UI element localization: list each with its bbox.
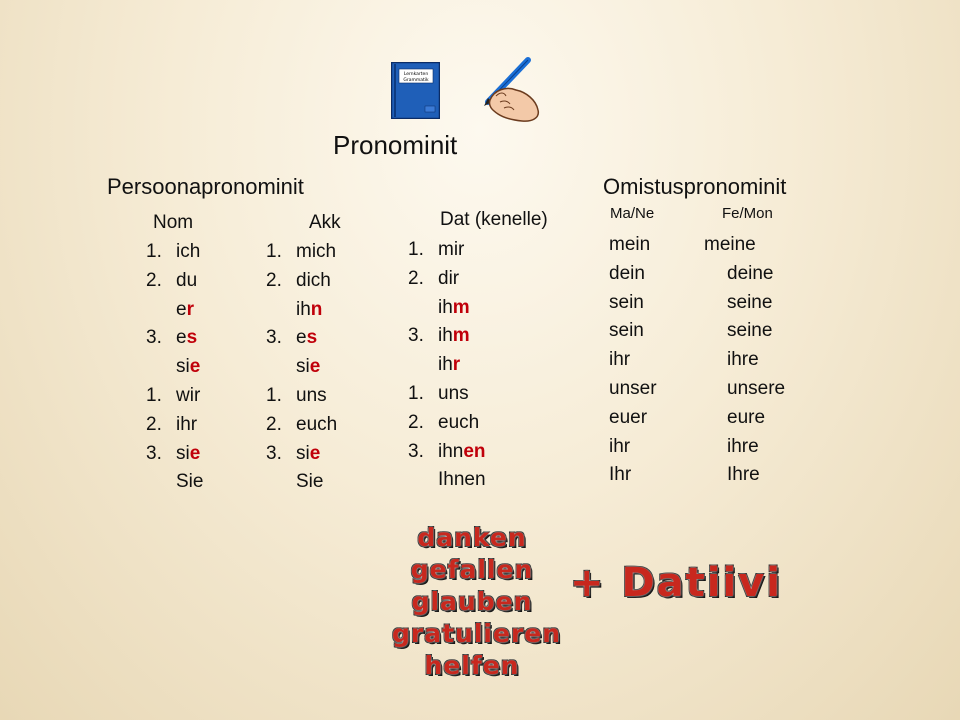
row-number: 2.: [408, 267, 424, 289]
pronoun-row: [146, 353, 203, 382]
pronoun-ending: r: [186, 298, 194, 320]
page-title: Pronominit: [333, 130, 458, 160]
pronoun-row: [408, 294, 486, 323]
possessive-masc-neut: ihr: [609, 349, 631, 371]
possessive-fem-plural: unsere: [727, 377, 786, 399]
possessive-masc-neut: unser: [609, 377, 657, 399]
pronoun-stem: Ihnen: [438, 469, 486, 491]
verb-item: gratulieren: [392, 619, 562, 648]
pronoun-row: [266, 382, 337, 411]
possessive-masc-neut: ihr: [609, 435, 631, 457]
row-number: 1.: [408, 239, 424, 260]
row-number: 1.: [266, 384, 282, 406]
pronoun-row: [408, 438, 486, 467]
akk-header: Akk: [309, 212, 341, 233]
verb-item: gefallen: [410, 555, 534, 584]
possessive-row: [609, 433, 785, 462]
pronoun-stem: uns: [438, 382, 469, 404]
persoonapronominit-heading: Persoonapronominit: [107, 174, 304, 199]
pronoun-stem: si: [296, 356, 310, 378]
possessive-row: [609, 289, 785, 318]
pronoun-stem: si: [176, 442, 190, 464]
pronoun-ending: e: [189, 356, 201, 378]
pronoun-stem: mich: [296, 241, 337, 262]
possessive-masc-neut: dein: [609, 262, 645, 284]
dat-header: Dat (kenelle): [440, 209, 548, 230]
pronoun-row: [146, 382, 203, 411]
pronoun-row: [266, 468, 337, 497]
row-number: 1.: [408, 382, 424, 404]
pronoun-ending: s: [306, 327, 318, 349]
row-number: 1.: [266, 241, 282, 262]
pronoun-stem: du: [176, 269, 198, 291]
possessive-fem-plural: seine: [727, 291, 773, 313]
row-number: 3.: [146, 442, 162, 464]
pronoun-row: [408, 351, 486, 380]
ma-ne-header: Ma/Ne: [610, 205, 655, 222]
possessive-fem-plural: eure: [727, 406, 766, 428]
pronoun-row: [266, 267, 337, 296]
row-number: 3.: [266, 327, 282, 349]
pronoun-stem: ih: [296, 298, 311, 320]
pronoun-stem: euch: [296, 413, 338, 435]
row-number: 3.: [408, 325, 424, 347]
nom-column: [146, 238, 203, 497]
row-number: 1.: [146, 241, 162, 262]
pronoun-row: [266, 324, 337, 353]
row-number: 2.: [266, 413, 282, 435]
row-number: 2.: [266, 269, 282, 291]
row-number: 3.: [266, 442, 282, 464]
pronoun-row: [266, 238, 337, 267]
pronoun-row: [266, 296, 337, 325]
dative-verb-list: [392, 522, 562, 682]
pronoun-stem: euch: [438, 411, 480, 433]
possessive-masc-neut: sein: [609, 320, 644, 342]
possessive-row: [609, 317, 785, 346]
pronoun-row: [266, 353, 337, 382]
row-number: 3.: [408, 440, 424, 462]
possessive-fem-plural: meine: [704, 234, 756, 255]
verb-item: helfen: [424, 651, 520, 680]
possessive-masc-neut: euer: [609, 406, 648, 428]
pronoun-stem: ih: [438, 354, 453, 376]
possessive-row: [609, 346, 785, 375]
possessive-fem-plural: ihre: [727, 435, 759, 457]
pronoun-stem: ich: [176, 241, 201, 262]
pronoun-stem: ihn: [438, 440, 464, 462]
pronoun-stem: ihr: [176, 413, 198, 435]
pronoun-stem: Sie: [176, 471, 204, 493]
row-number: 2.: [408, 411, 424, 433]
pronoun-row: [408, 265, 486, 294]
pronoun-stem: e: [296, 327, 307, 349]
pronoun-stem: si: [176, 356, 190, 378]
possessive-row: [609, 260, 785, 289]
pronoun-row: [408, 409, 486, 438]
datiivi-label: + Datiivi: [570, 560, 782, 606]
row-number: 3.: [146, 327, 162, 349]
pronoun-row: [408, 236, 486, 265]
pronoun-row: [266, 440, 337, 469]
possessive-row: [609, 231, 785, 260]
pronoun-ending: m: [452, 296, 470, 318]
possessive-fem-plural: seine: [727, 320, 773, 342]
book-label-line-1: Lernkarten: [403, 72, 429, 77]
possessive-masc-neut: mein: [609, 234, 651, 255]
possessive-fem-plural: deine: [727, 262, 774, 284]
possessive-row: [609, 375, 785, 404]
fe-mon-header: Fe/Mon: [722, 205, 773, 222]
row-number: 2.: [146, 269, 162, 291]
pronoun-ending: en: [463, 440, 486, 462]
pronoun-ending: r: [452, 354, 461, 376]
possessive-fem-plural: Ihre: [727, 464, 760, 486]
pronoun-ending: s: [186, 327, 198, 349]
pronoun-stem: mir: [438, 239, 465, 260]
possessive-row: [609, 404, 785, 433]
possessive-fem-plural: ihre: [727, 349, 759, 371]
pronoun-row: [266, 411, 337, 440]
pronoun-stem: dich: [296, 269, 331, 291]
verb-item: danken: [417, 523, 527, 552]
row-number: 1.: [146, 384, 162, 406]
possessive-masc-neut: sein: [609, 291, 644, 313]
dat-column: [408, 236, 486, 495]
pronoun-row: [146, 324, 203, 353]
pronoun-row: [408, 322, 486, 351]
pronoun-stem: e: [176, 327, 187, 349]
pronoun-stem: si: [296, 442, 310, 464]
omistus-table: [609, 231, 785, 490]
pronoun-stem: uns: [296, 384, 327, 406]
pronoun-row: [146, 238, 203, 267]
book-label-line-2: Grammatik: [403, 78, 429, 83]
possessive-masc-neut: Ihr: [609, 464, 632, 486]
verb-item: glauben: [411, 587, 533, 616]
hand-writing-icon: [470, 56, 542, 124]
pronoun-row: [146, 267, 203, 296]
book-icon: [391, 62, 440, 119]
pronoun-row: [408, 380, 486, 409]
pronoun-ending: e: [309, 356, 321, 378]
possessive-row: [609, 461, 785, 490]
pronoun-stem: e: [176, 298, 187, 320]
akk-column: [266, 238, 337, 497]
pronoun-stem: dir: [438, 267, 460, 289]
pronoun-row: [146, 440, 203, 469]
pronoun-row: [146, 468, 203, 497]
pronoun-ending: m: [452, 325, 470, 347]
row-number: 2.: [146, 413, 162, 435]
pronoun-stem: Sie: [296, 471, 324, 493]
pronoun-row: [146, 411, 203, 440]
pronoun-stem: wir: [176, 384, 201, 406]
pronoun-stem: ih: [438, 325, 453, 347]
pronoun-ending: e: [309, 442, 321, 464]
pronoun-stem: ih: [438, 296, 453, 318]
pronoun-row: [146, 296, 203, 325]
pronoun-ending: e: [189, 442, 201, 464]
pronoun-row: [408, 466, 486, 495]
nom-header: Nom: [153, 212, 194, 233]
pronoun-ending: n: [310, 298, 323, 320]
omistuspronominit-heading: Omistuspronominit: [603, 174, 787, 199]
